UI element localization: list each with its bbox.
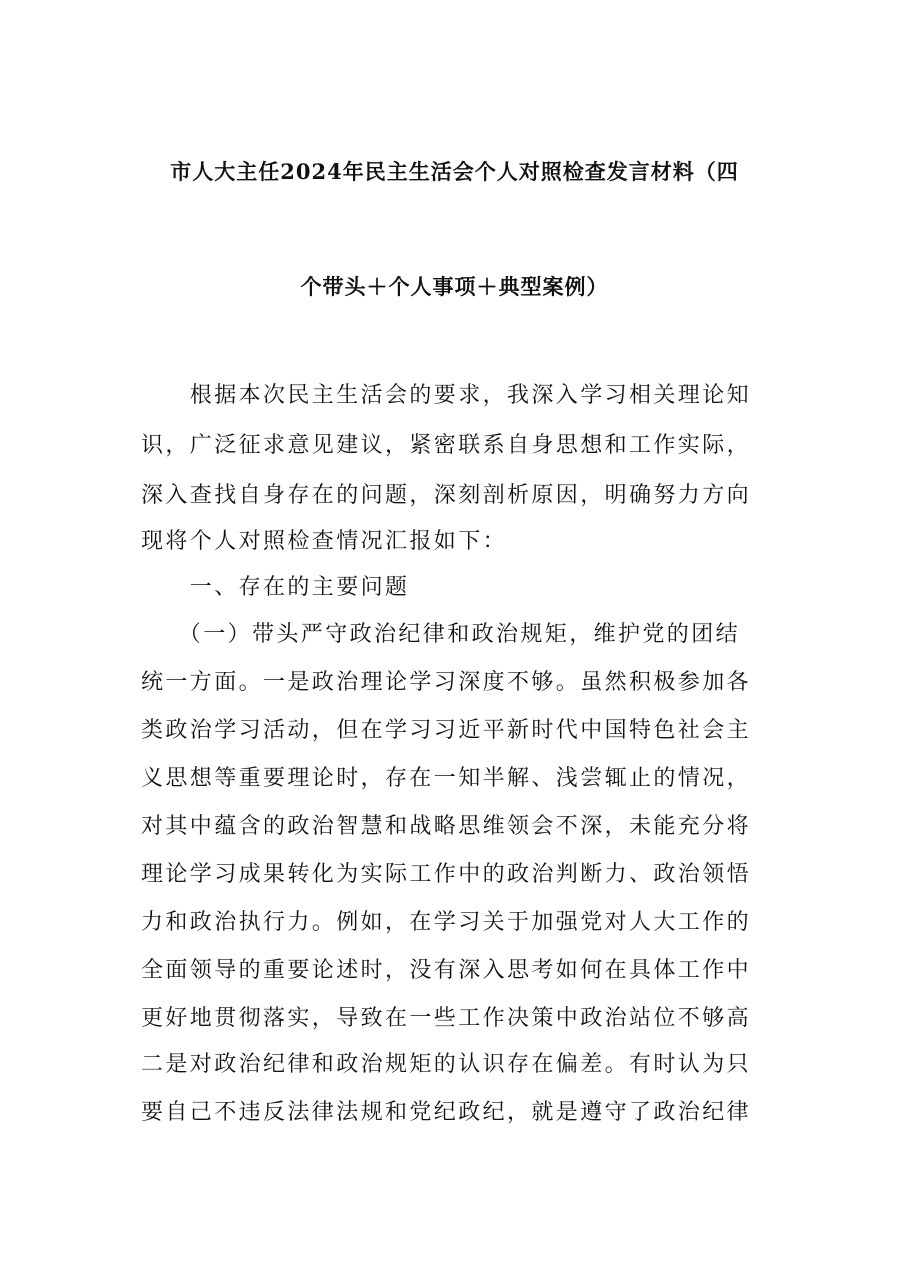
paragraph-line: 现将个人对照检查情况汇报如下：: [141, 529, 508, 554]
paragraph-line: 识，广泛征求意见建议，紧密联系自身思想和工作实际，: [141, 433, 752, 458]
paragraph-line: 对其中蕴含的政治智慧和战略思维领会不深，未能充分将: [141, 814, 752, 839]
paragraph-line: 全面领导的重要论述时，没有深入思考如何在具体工作中: [141, 958, 752, 983]
paragraph-line: 统一方面。一是政治理论学习深度不够。虽然积极参加各: [141, 670, 752, 695]
section-heading: 一、存在的主要问题: [141, 575, 410, 600]
paragraph-line: 理论学习成果转化为实际工作中的政治判断力、政治领悟: [141, 862, 752, 887]
document-title-line-2: 个带头＋个人事项＋典型案例）: [300, 274, 609, 299]
paragraph-line: 二是对政治纪律和政治规矩的认识存在偏差。有时认为只: [141, 1052, 752, 1077]
document-title-line-1: 市人大主任2024年民主生活会个人对照检查发言材料（四: [170, 159, 739, 184]
paragraph-line: 深入查找自身存在的问题，深刻剖析原因，明确努力方向: [141, 483, 752, 508]
paragraph-line: 义思想等重要理论时，存在一知半解、浅尝辄止的情况，: [141, 766, 752, 791]
paragraph-line: （一）带头严守政治纪律和政治规矩，维护党的团结: [141, 622, 741, 647]
paragraph-line: 根据本次民主生活会的要求，我深入学习相关理论知: [141, 383, 752, 408]
paragraph-line: 类政治学习活动，但在学习习近平新时代中国特色社会主: [141, 718, 752, 743]
paragraph-line: 更好地贯彻落实，导致在一些工作决策中政治站位不够高: [141, 1006, 752, 1031]
paragraph-line: 要自己不违反法律法规和党纪政纪，就是遵守了政治纪律: [141, 1100, 752, 1125]
paragraph-line: 力和政治执行力。例如，在学习关于加强党对人大工作的: [141, 910, 752, 935]
